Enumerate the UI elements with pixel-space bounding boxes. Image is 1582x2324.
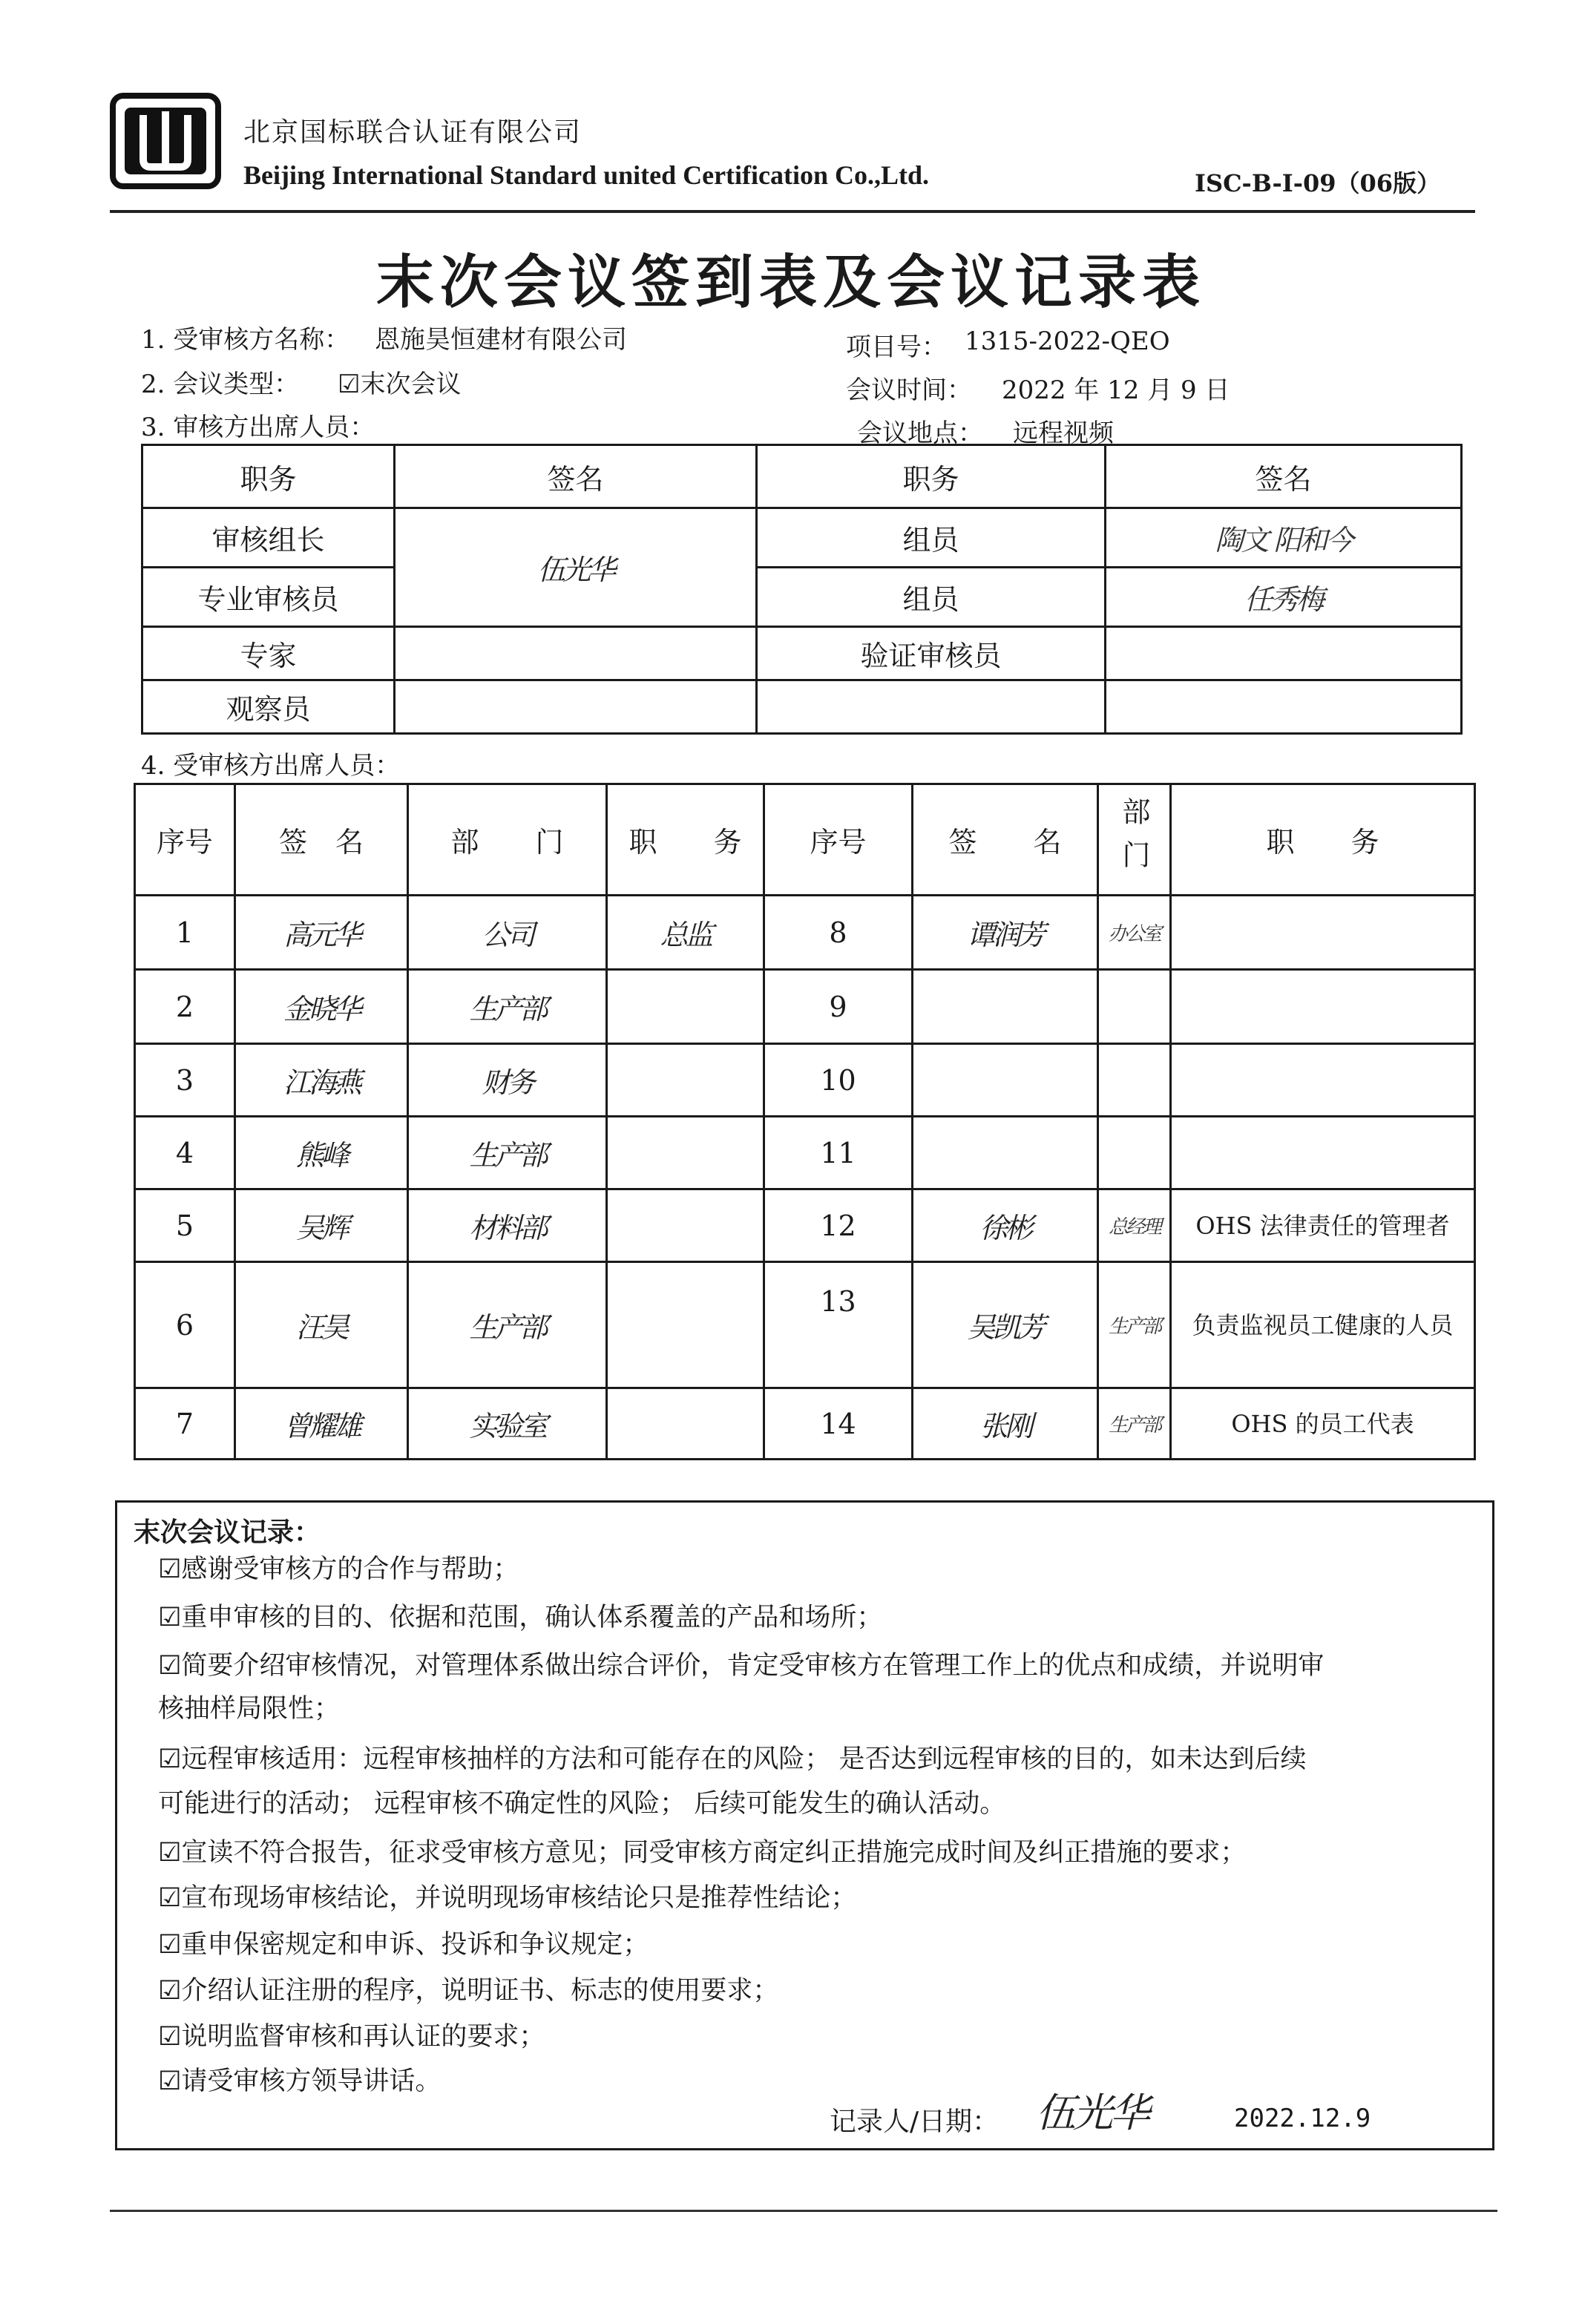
- company-logo: [110, 93, 221, 189]
- meeting-time: 2022 年 12 月 9 日: [1002, 375, 1230, 405]
- dept-cell: [1098, 970, 1171, 1044]
- role-cell: 专家: [142, 627, 395, 680]
- record-item: ☑介绍认证注册的程序，说明证书、标志的使用要求；: [158, 1976, 779, 2006]
- dept-cell: 总经理: [1098, 1189, 1171, 1262]
- dept-cell: 实验室: [408, 1388, 607, 1460]
- header-no: 序号: [135, 784, 235, 896]
- role-cell: 组员: [757, 508, 1106, 568]
- title-cell: OHS 法律责任的管理者: [1171, 1189, 1475, 1262]
- header-sign: 签名: [395, 445, 757, 508]
- meeting-type: ☑末次会议: [338, 370, 462, 399]
- record-item: ☑宣布现场审核结论，并说明现场审核结论只是推荐性结论；: [158, 1883, 857, 1913]
- signature-cell: 任秀梅: [1106, 568, 1462, 627]
- signature-cell: 张刚: [913, 1388, 1098, 1460]
- role-cell: 审核组长: [142, 508, 395, 568]
- title-cell: [1171, 1044, 1475, 1117]
- auditee-attendees-label: 4. 受审核方出席人员：: [141, 751, 401, 781]
- table-row: [135, 896, 1475, 970]
- role-cell: 观察员: [142, 680, 395, 734]
- header-sign: 签名: [1106, 445, 1462, 508]
- header-role: 职务: [142, 445, 395, 508]
- row-number: 13: [764, 1262, 913, 1388]
- dept-cell: 材料部: [408, 1189, 607, 1262]
- row-number: 7: [135, 1388, 235, 1460]
- row-number: 10: [764, 1044, 913, 1117]
- dept-cell: [1098, 1044, 1171, 1117]
- recorder-label: 记录人/日期：: [830, 2107, 1000, 2137]
- header-role: 职务: [757, 445, 1106, 508]
- row-number: 6: [135, 1262, 235, 1388]
- org-name-cn: 北京国标联合认证有限公司: [243, 117, 582, 148]
- dept-cell: 生产部: [408, 1262, 607, 1388]
- signature-cell: 金晓华: [235, 970, 408, 1044]
- record-item: ☑简要介绍审核情况，对管理体系做出综合评价，肯定受审核方在管理工作上的优点和成绩，并说明审: [158, 1651, 1325, 1681]
- record-item: ☑宣读不符合报告，征求受审核方意见；同受审核方商定纠正措施完成时间及纠正措施的要求；: [158, 1838, 1247, 1868]
- signature-cell: 吴辉: [235, 1189, 408, 1262]
- header-dept: 部 门: [408, 784, 607, 896]
- title-cell: [1171, 896, 1475, 970]
- meeting-place-label: 会议地点：: [857, 418, 983, 448]
- signature-cell: 江海燕: [235, 1044, 408, 1117]
- row-number: 4: [135, 1117, 235, 1189]
- title-cell: [607, 1044, 764, 1117]
- meeting-record-box: [115, 1500, 1494, 2150]
- auditor-attendees-label: 3. 审核方出席人员：: [141, 413, 375, 442]
- table-row: [135, 1262, 1475, 1388]
- project-label: 项目号：: [846, 332, 947, 362]
- dept-cell: 生产部: [408, 1117, 607, 1189]
- auditor-table: [141, 444, 1463, 735]
- signature-cell: 伍光华: [395, 508, 757, 627]
- auditee-label: 1. 受审核方名称：: [141, 325, 350, 355]
- signature-cell: 曾耀雄: [235, 1388, 408, 1460]
- form-code: ISC-B-I-09（06版）: [1195, 169, 1441, 197]
- dept-cell: 生产部: [1098, 1262, 1171, 1388]
- role-cell: 验证审核员: [757, 627, 1106, 680]
- title-cell: [607, 1117, 764, 1189]
- row-number: 11: [764, 1117, 913, 1189]
- header-title: 职 务: [1171, 784, 1475, 896]
- title-cell: 负责监视员工健康的人员: [1171, 1262, 1475, 1388]
- auditee-name: 恩施昊恒建材有限公司: [375, 325, 627, 355]
- signature-cell: 徐彬: [913, 1189, 1098, 1262]
- row-number: 12: [764, 1189, 913, 1262]
- dept-cell: 财务: [408, 1044, 607, 1117]
- signature-cell: [1106, 680, 1462, 734]
- dept-cell: 生产部: [408, 970, 607, 1044]
- title-cell: 总监: [607, 896, 764, 970]
- header-dept: 部门: [1098, 784, 1171, 896]
- signature-cell: [913, 1117, 1098, 1189]
- footer-rule: [110, 2210, 1497, 2212]
- project-number: 1315-2022-QEO: [965, 326, 1170, 356]
- header-no: 序号: [764, 784, 913, 896]
- row-number: 3: [135, 1044, 235, 1117]
- dept-cell: [1098, 1117, 1171, 1189]
- record-title: 末次会议记录：: [134, 1517, 321, 1548]
- header-rule: [110, 210, 1475, 213]
- record-item: ☑感谢受审核方的合作与帮助；: [158, 1555, 519, 1584]
- title-cell: [1171, 970, 1475, 1044]
- record-item: ☑重申审核的目的、依据和范围，确认体系覆盖的产品和场所；: [158, 1603, 883, 1632]
- dept-cell: 办公室: [1098, 896, 1171, 970]
- page-title: 末次会议签到表及会议记录表: [375, 249, 1206, 316]
- title-cell: OHS 的员工代表: [1171, 1388, 1475, 1460]
- meeting-time-label: 会议时间：: [846, 375, 972, 405]
- signature-cell: [913, 1044, 1098, 1117]
- meeting-type-label: 2. 会议类型：: [141, 370, 300, 399]
- title-cell: [607, 970, 764, 1044]
- attendee-table: [134, 783, 1476, 1460]
- signature-cell: [1106, 627, 1462, 680]
- table-row: [135, 1117, 1475, 1189]
- header-title: 职 务: [607, 784, 764, 896]
- record-item: 核抽样局限性；: [158, 1694, 341, 1724]
- role-cell: 专业审核员: [142, 568, 395, 627]
- recorder-signature: 伍光华: [1036, 2090, 1147, 2136]
- record-item: 可能进行的活动； 远程审核不确定性的风险； 后续可能发生的确认活动。: [158, 1789, 1006, 1819]
- row-number: 8: [764, 896, 913, 970]
- title-cell: [1171, 1117, 1475, 1189]
- table-row: [135, 970, 1475, 1044]
- header-sign: 签 名: [235, 784, 408, 896]
- org-name-en: Beijing International Standard united Certification Co.,Ltd.: [243, 160, 930, 190]
- dept-cell: 公司: [408, 896, 607, 970]
- signature-cell: 汪昊: [235, 1262, 408, 1388]
- table-row: [135, 1189, 1475, 1262]
- row-number: 1: [135, 896, 235, 970]
- table-row: [135, 1044, 1475, 1117]
- signature-cell: 谭润芳: [913, 896, 1098, 970]
- row-number: 9: [764, 970, 913, 1044]
- title-cell: [607, 1262, 764, 1388]
- row-number: 2: [135, 970, 235, 1044]
- signature-cell: 吴凯芳: [913, 1262, 1098, 1388]
- header-sign: 签 名: [913, 784, 1098, 896]
- record-item: ☑重申保密规定和申诉、投诉和争议规定；: [158, 1930, 649, 1960]
- signature-cell: 陶文 阳和今: [1106, 508, 1462, 568]
- record-item: ☑说明监督审核和再认证的要求；: [158, 2022, 545, 2052]
- row-number: 14: [764, 1388, 913, 1460]
- role-cell: 组员: [757, 568, 1106, 627]
- meeting-place: 远程视频: [1013, 418, 1114, 448]
- title-cell: [607, 1388, 764, 1460]
- signature-cell: 高元华: [235, 896, 408, 970]
- signature-cell: [395, 680, 757, 734]
- record-item: ☑请受审核方领导讲话。: [158, 2067, 442, 2096]
- row-number: 5: [135, 1189, 235, 1262]
- signature-cell: [913, 970, 1098, 1044]
- record-date: 2022.12.9: [1234, 2104, 1371, 2133]
- record-item: ☑远程审核适用：远程审核抽样的方法和可能存在的风险； 是否达到远程审核的目的，如未达到后续: [158, 1744, 1307, 1774]
- title-cell: [607, 1189, 764, 1262]
- table-row: [135, 1388, 1475, 1460]
- role-cell: [757, 680, 1106, 734]
- signature-cell: [395, 627, 757, 680]
- dept-cell: 生产部: [1098, 1388, 1171, 1460]
- signature-cell: 熊峰: [235, 1117, 408, 1189]
